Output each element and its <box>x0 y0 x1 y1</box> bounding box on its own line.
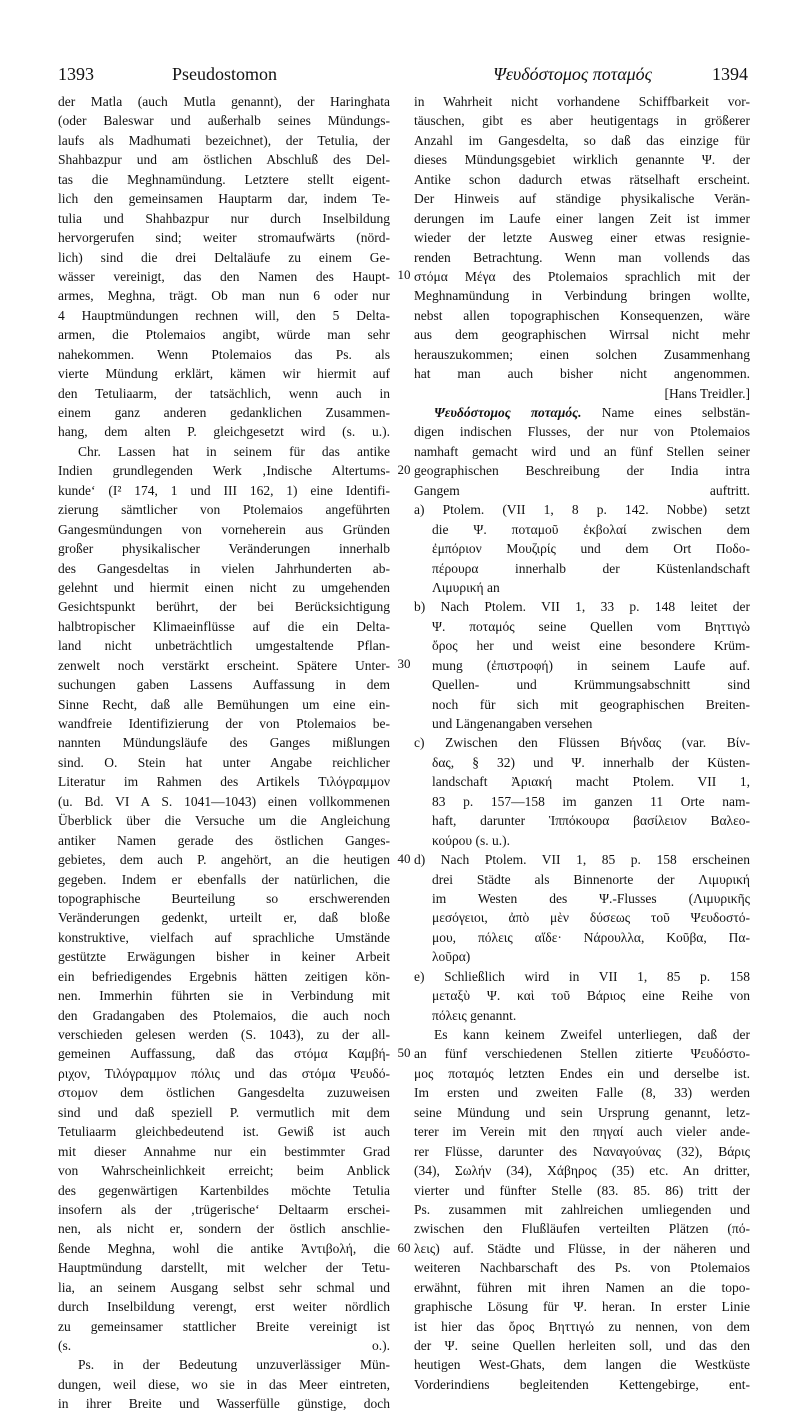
text-line: gestützte Erwägungen bisher in keiner Arbeit <box>58 949 390 965</box>
text-line: gegeben. Indem er ebenfalls der natürlichen, die <box>58 871 390 887</box>
running-title-right: Ψευδόστομος ποταμός <box>493 64 652 84</box>
text-line: b) Nach Ptolem. VII 1, 33 p. 148 leitet der <box>414 599 750 615</box>
text-line: Chr. Lassen hat in seinem für das antike <box>78 443 390 459</box>
margin-line-number: 10 <box>397 267 411 283</box>
text-line: sind. O. Stein hat unter Angabe reichlicher <box>58 754 390 770</box>
text-line: lich) sind die drei Deltaläufe zu einem Ge- <box>58 249 390 265</box>
text-line: nen. Immerhin führten sie in Verbindung mit <box>58 988 390 1004</box>
text-line: halbtropischer Klimaeinflüsse auf die ein Delta- <box>58 618 390 634</box>
text-line: Tetuliaarm gleichbedeutend ist. Gewiß ist auch <box>58 1124 390 1140</box>
text-line: verschieden gelesen werden (S. 1043), zu der all- <box>58 1027 390 1042</box>
text-line: (u. Bd. VI A S. 1041—1043) einen vollkommenen <box>58 793 390 809</box>
text-line: armes, Meghna, trägt. Ob man nun 6 oder nur <box>58 288 390 304</box>
text-line: nannten Mündungsläufe des Ganges mißlungen <box>58 735 390 751</box>
text-line: armen, die Ptolemaios angibt, würde man sehr <box>58 327 390 343</box>
text-line: Literatur im Rahmen des Artikels Τιλόγραμμον <box>58 774 390 790</box>
text-line: lich den gemeinsamen Hauptarm dar, indem Te- <box>58 191 390 207</box>
text-line: die Ψ. ποταμοῦ ἐκβολαί zwischen dem <box>432 521 750 537</box>
text-line: Hauptmündung darstellt, mit welcher der Tetu- <box>58 1260 390 1276</box>
text-line: lia, an seinem Ausgang selbst sehr schmal und <box>58 1279 390 1295</box>
text-line: zwischen den Flußläufen verteilten Plätzen (πό- <box>414 1221 750 1237</box>
margin-line-number: 40 <box>397 850 411 866</box>
text-line: στόμα Μέγα des Ptolemaios sprachlich mit der <box>414 268 750 284</box>
page-number-right: 1394 <box>712 64 748 84</box>
text-line: nebst allen topographischen Konsequenzen, wäre <box>414 307 750 323</box>
text-line: Ps. in der Bedeutung unzuverlässiger Mün- <box>78 1357 390 1373</box>
text-line: Gangesmündungen von vorneherein aus Gründen <box>58 521 390 537</box>
text-line: δας, § 32) und Ψ. innerhalb der Küsten- <box>432 754 750 770</box>
text-line: tulia und Shahbazpur nur durch Inselbildung <box>58 210 390 226</box>
text-line: στομον dem östlichen Gangesdelta zuzuweisen <box>58 1085 390 1101</box>
text-line: wieder der letzte Ausweg einer etwas resignie- <box>414 230 750 246</box>
text-line: hat man auch bisher nicht angenommen. <box>414 366 750 382</box>
text-line: vierter und fünfter Stelle (83. 85. 86) tritt der <box>414 1182 750 1198</box>
text-line: Der Hinweis auf ständige physikalische Verän- <box>414 191 750 207</box>
text-line: der Ψ. seine Quellen herleiten soll, und das den <box>414 1338 750 1353</box>
text-line: λοῦρα) <box>432 949 471 965</box>
text-line: aus dem geographischen Wirrsal nicht mehr <box>414 327 750 343</box>
text-line: täuschen, gibt es aber heutigentags in größerer <box>414 113 750 129</box>
text-line: λεις) auf. Städte und Flüsse, in der näheren und <box>414 1240 750 1256</box>
text-line: der Matla (auch Mutla genannt), der Haringhata <box>58 94 390 109</box>
text-line: hang, dem alten P. gleichgesetzt wird (s. u.). <box>58 424 390 440</box>
text-line: landschaft Ἀριακή macht Ptolem. VII 1, <box>432 774 750 790</box>
text-line: großer physikalischer Veränderungen innerhalb <box>58 541 390 557</box>
text-line: πόλεις genannt. <box>432 1007 517 1023</box>
text-line: an fünf verschiedenen Stellen zitierte Ψευδόστο- <box>414 1046 750 1062</box>
text-line: Shahbazpur und am östlichen Abschluß des Del- <box>58 152 390 168</box>
text-line: ßende Meghna, wohl die antike Ἀντιβολή, die <box>58 1240 390 1256</box>
text-line: antiker Namen gerade des östlichen Ganges- <box>58 832 390 848</box>
text-line: rer Flüsse, darunter des Ναναγούνας (32), Βάρις <box>414 1143 750 1159</box>
text-line: Antike schon dadurch etwas rätselhaft erscheint. <box>414 171 750 187</box>
page-header <box>58 64 748 90</box>
text-line: ὄρος her und weist eine besondere Krüm- <box>432 638 750 654</box>
text-line: des gegenwärtigen Kartenbildes möchte Tetulia <box>58 1182 390 1198</box>
text-line: nen, als nicht er, sondern der östlich anschlie- <box>58 1221 390 1237</box>
text-line: gemeinen Auffassung, daß das στόμα Καμβή- <box>58 1046 390 1062</box>
text-line: d) Nach Ptolem. VII 1, 85 p. 158 erscheinen <box>414 852 750 868</box>
text-line: im Westen des Ψ.-Flusses (Λιμυρικῆς <box>432 890 750 906</box>
text-line: wandfreie Identifizierung der von Ptolemaios be- <box>58 716 390 731</box>
text-line: digen indischen Flusses, der nur von Ptolemaios <box>414 424 750 440</box>
text-line: μεταξὺ Ψ. καὶ τοῦ Βάριος eine Reihe von <box>432 988 750 1004</box>
text-line: in Wahrheit nicht vorhandene Schiffbarkeit vor- <box>414 94 750 109</box>
text-line: dieses Mündungsgebiet wirklich genannte Ψ. der <box>414 152 750 168</box>
text-line: seine Mündung und sein Ursprung genannt, letz- <box>414 1104 750 1120</box>
text-line: μος ποταμός letzten Endes ein und derselbe ist. <box>414 1065 750 1081</box>
text-line: erwähnt, führen mit ihren Namen an die topo- <box>414 1279 750 1295</box>
text-line: durch Inselbildung verengt, erst weiter nördlich <box>58 1299 390 1315</box>
text-line: Gesichtspunkt berührt, der bei Berücksichtigung <box>58 599 390 615</box>
text-line: Ps. zusammen mit zahlreichen umliegenden und <box>414 1201 750 1217</box>
text-line: derungen im Laufe einer langen Zeit ist immer <box>414 210 750 226</box>
text-line: mung (ἐπιστροφή) in seinem Laufe auf. <box>432 657 750 673</box>
text-line: Gangem auftritt. <box>414 482 750 498</box>
text-line: Überblick über die Versuche um die Angleichung <box>58 813 390 829</box>
text-line: μεσόγειοι, ἀπὸ μὲν δύσεως τοῦ Ψευδοστό- <box>432 910 750 926</box>
text-line: heutigen West-Ghats, dem langen die Westküste <box>414 1357 750 1373</box>
margin-line-number: 20 <box>397 461 411 477</box>
text-line: Quellen- und Krümmungsabschnitt sind <box>432 677 750 693</box>
text-line: zu gemeinsamer stattlicher Breite vereinigt ist <box>58 1318 390 1334</box>
text-line: laufs als Madhumati bezeichnet), der Tetulia, der <box>58 132 390 148</box>
text-line: Sinne Recht, daß alle Bemühungen um eine ein- <box>58 696 390 712</box>
text-line: wässer vereinigt, das den Namen des Haupt- <box>58 268 390 284</box>
text-line: zenwelt noch verstärkt erscheint. Spätere Unter- <box>58 657 390 673</box>
text-line: Meghnamündung in Verbindung bringen wollte, <box>414 288 750 304</box>
text-line: herauszukommen; einen solchen Zusammenhang <box>414 346 750 362</box>
text-line: Λιμυρική an <box>432 579 500 595</box>
text-line: ist hier das ὄρος Βηττιγώ zu nennen, von dem <box>414 1318 750 1334</box>
margin-line-number: 30 <box>397 656 411 672</box>
margin-line-number: 50 <box>397 1045 411 1061</box>
text-line: einem ganz anderen gedanklichen Zusammen- <box>58 405 390 420</box>
text-line: ριχον, Τιλόγραμμον πόλις und das στόμα Ψευδό- <box>58 1065 390 1081</box>
text-line: gebietes, dem auch P. angehört, an die heutigen <box>58 852 390 868</box>
margin-line-number: 60 <box>397 1239 411 1255</box>
text-line: κούρου (s. u.). <box>432 832 510 848</box>
left-column <box>58 92 390 1414</box>
text-line: nahekommen. Wenn Ptolemaios das Ps. als <box>58 346 390 362</box>
text-line: (s. o.). <box>58 1338 390 1353</box>
lemma-heading: Ψευδόστομος ποταμός. <box>434 405 582 420</box>
text-line: drei Städte als Binnenorte der Λιμυρική <box>432 871 750 887</box>
text-line: μου, πόλεις αἵδε· Νάρουλλα, Κοῦβα, Πα- <box>432 929 750 945</box>
text-line: πέρουρα innerhalb der Küstenlandschaft <box>432 560 750 576</box>
text-line: Ψευδόστομος ποταμός. Name eines selbstän- <box>434 405 750 420</box>
text-line: den Tetuliaarm, der tatsächlich, wenn auch in <box>58 385 390 401</box>
text-line: a) Ptolem. (VII 1, 8 p. 142. Nobbe) setzt <box>414 502 750 518</box>
right-column <box>414 92 750 1394</box>
text-line: geographischen Beschreibung der India intra <box>414 463 750 479</box>
text-line: gelehnt und hiermit einen nicht zu umgehenden <box>58 579 390 595</box>
text-line: ἐμπόριον Μουζιρίς und dem Ort Ποδο- <box>432 541 750 557</box>
text-line: Veränderungen gedenkt, urteilt er, daß bloße <box>58 910 390 926</box>
text-line: vierte Mündung erklärt, kämen wir hiermit auf <box>58 366 390 382</box>
text-line: 4 Hauptmündungen rechnen will, den 5 Delta- <box>58 307 390 323</box>
text-line: Anzahl im Gangesdelta, so daß das einzige für <box>414 132 750 148</box>
text-line: namhaft gemacht wird und an fünf Stellen seiner <box>414 443 750 459</box>
running-title-left: Pseudostomon <box>172 64 278 84</box>
page-number-left: 1393 <box>58 64 94 84</box>
text-line: Im ersten und zweiten Falle (8, 33) werden <box>414 1085 750 1101</box>
text-line: des Gangesdeltas in vielen Jahrhunderten ab- <box>58 560 390 576</box>
text-line: topographische Beurteilung so erschwerenden <box>58 890 390 906</box>
text-line: insofern als der ‚trügerische‘ Deltaarm erschei- <box>58 1201 390 1217</box>
text-line: haft, darunter Ἱππόκουρα βασίλειον Βαλεο- <box>432 813 750 829</box>
text-line: von Wahrscheinlichkeit erreicht; beim Anblick <box>58 1163 390 1179</box>
text-line: in ihrer Breite und Wasserfülle günstige, doch <box>58 1396 390 1412</box>
text-line: Indien grundlegenden Werk ‚Indische Altertums- <box>58 463 390 479</box>
text-line: [Hans Treidler.] <box>664 385 750 401</box>
text-line: graphische Lösung für Ψ. heran. In erster Linie <box>414 1299 750 1315</box>
text-line: c) Zwischen den Flüssen Βήνδας (var. Βίν- <box>414 735 750 751</box>
text-line: konstruktive, vielfach auf sprachliche Umstände <box>58 929 390 945</box>
text-line: dungen, weil diese, wo sie in das Meer eintreten, <box>58 1376 390 1392</box>
text-line: Vorderindiens begleitenden Kettengebirge, ent- <box>414 1376 750 1392</box>
text-line: und Längenangaben versehen <box>432 716 593 731</box>
text-line: terer im Verein mit den πηγαί auch vieler ande- <box>414 1124 750 1140</box>
text-line: Ψ. ποταμός seine Quellen vom Βηττιγὼ <box>432 618 750 634</box>
text-line: noch für sich mit geographischen Breiten- <box>432 696 750 712</box>
text-line: weiteren Nachbarschaft des Ps. von Ptolemaios <box>414 1260 750 1276</box>
text-line: Es kann keinem Zweifel unterliegen, daß der <box>434 1027 750 1042</box>
text-line: hervorgerufen sind; weiter stromaufwärts (nörd- <box>58 230 390 246</box>
text-line: ein befriedigendes Ergebnis hätten zeitigen kön- <box>58 968 390 984</box>
text-line: suchungen gaben Lassens Auffassung in dem <box>58 677 390 693</box>
text-line: tas die Meghnamündung. Letztere stellt eigent- <box>58 171 390 187</box>
text-line: (oder Baleswar und außerhalb seines Mündungs- <box>58 113 390 129</box>
text-line: den Gradangaben des Ptolemaios, die auch noch <box>58 1007 390 1023</box>
text-line: mit dieser Annahme nur ein bestimmter Grad <box>58 1143 390 1159</box>
text-line: zierung sämtlicher von Ptolemaios angeführten <box>58 502 390 518</box>
text-line: sind und daß speziell P. vermutlich mit dem <box>58 1104 390 1120</box>
text-line: kunde‘ (I² 174, 1 und III 162, 1) eine Identifi- <box>58 482 390 498</box>
text-line: land nicht unbeträchtlich umgestaltende Pflan- <box>58 638 390 654</box>
text-line: renden Betrachtung. Wenn man vollends das <box>414 249 750 265</box>
text-line: e) Schließlich wird in VII 1, 85 p. 158 <box>414 968 750 984</box>
text-line: 83 p. 157—158 im ganzen 11 Orte nam- <box>432 793 750 809</box>
text-line: (34), Σωλήν (34), Χάβηρος (35) etc. An dritter, <box>414 1163 750 1179</box>
